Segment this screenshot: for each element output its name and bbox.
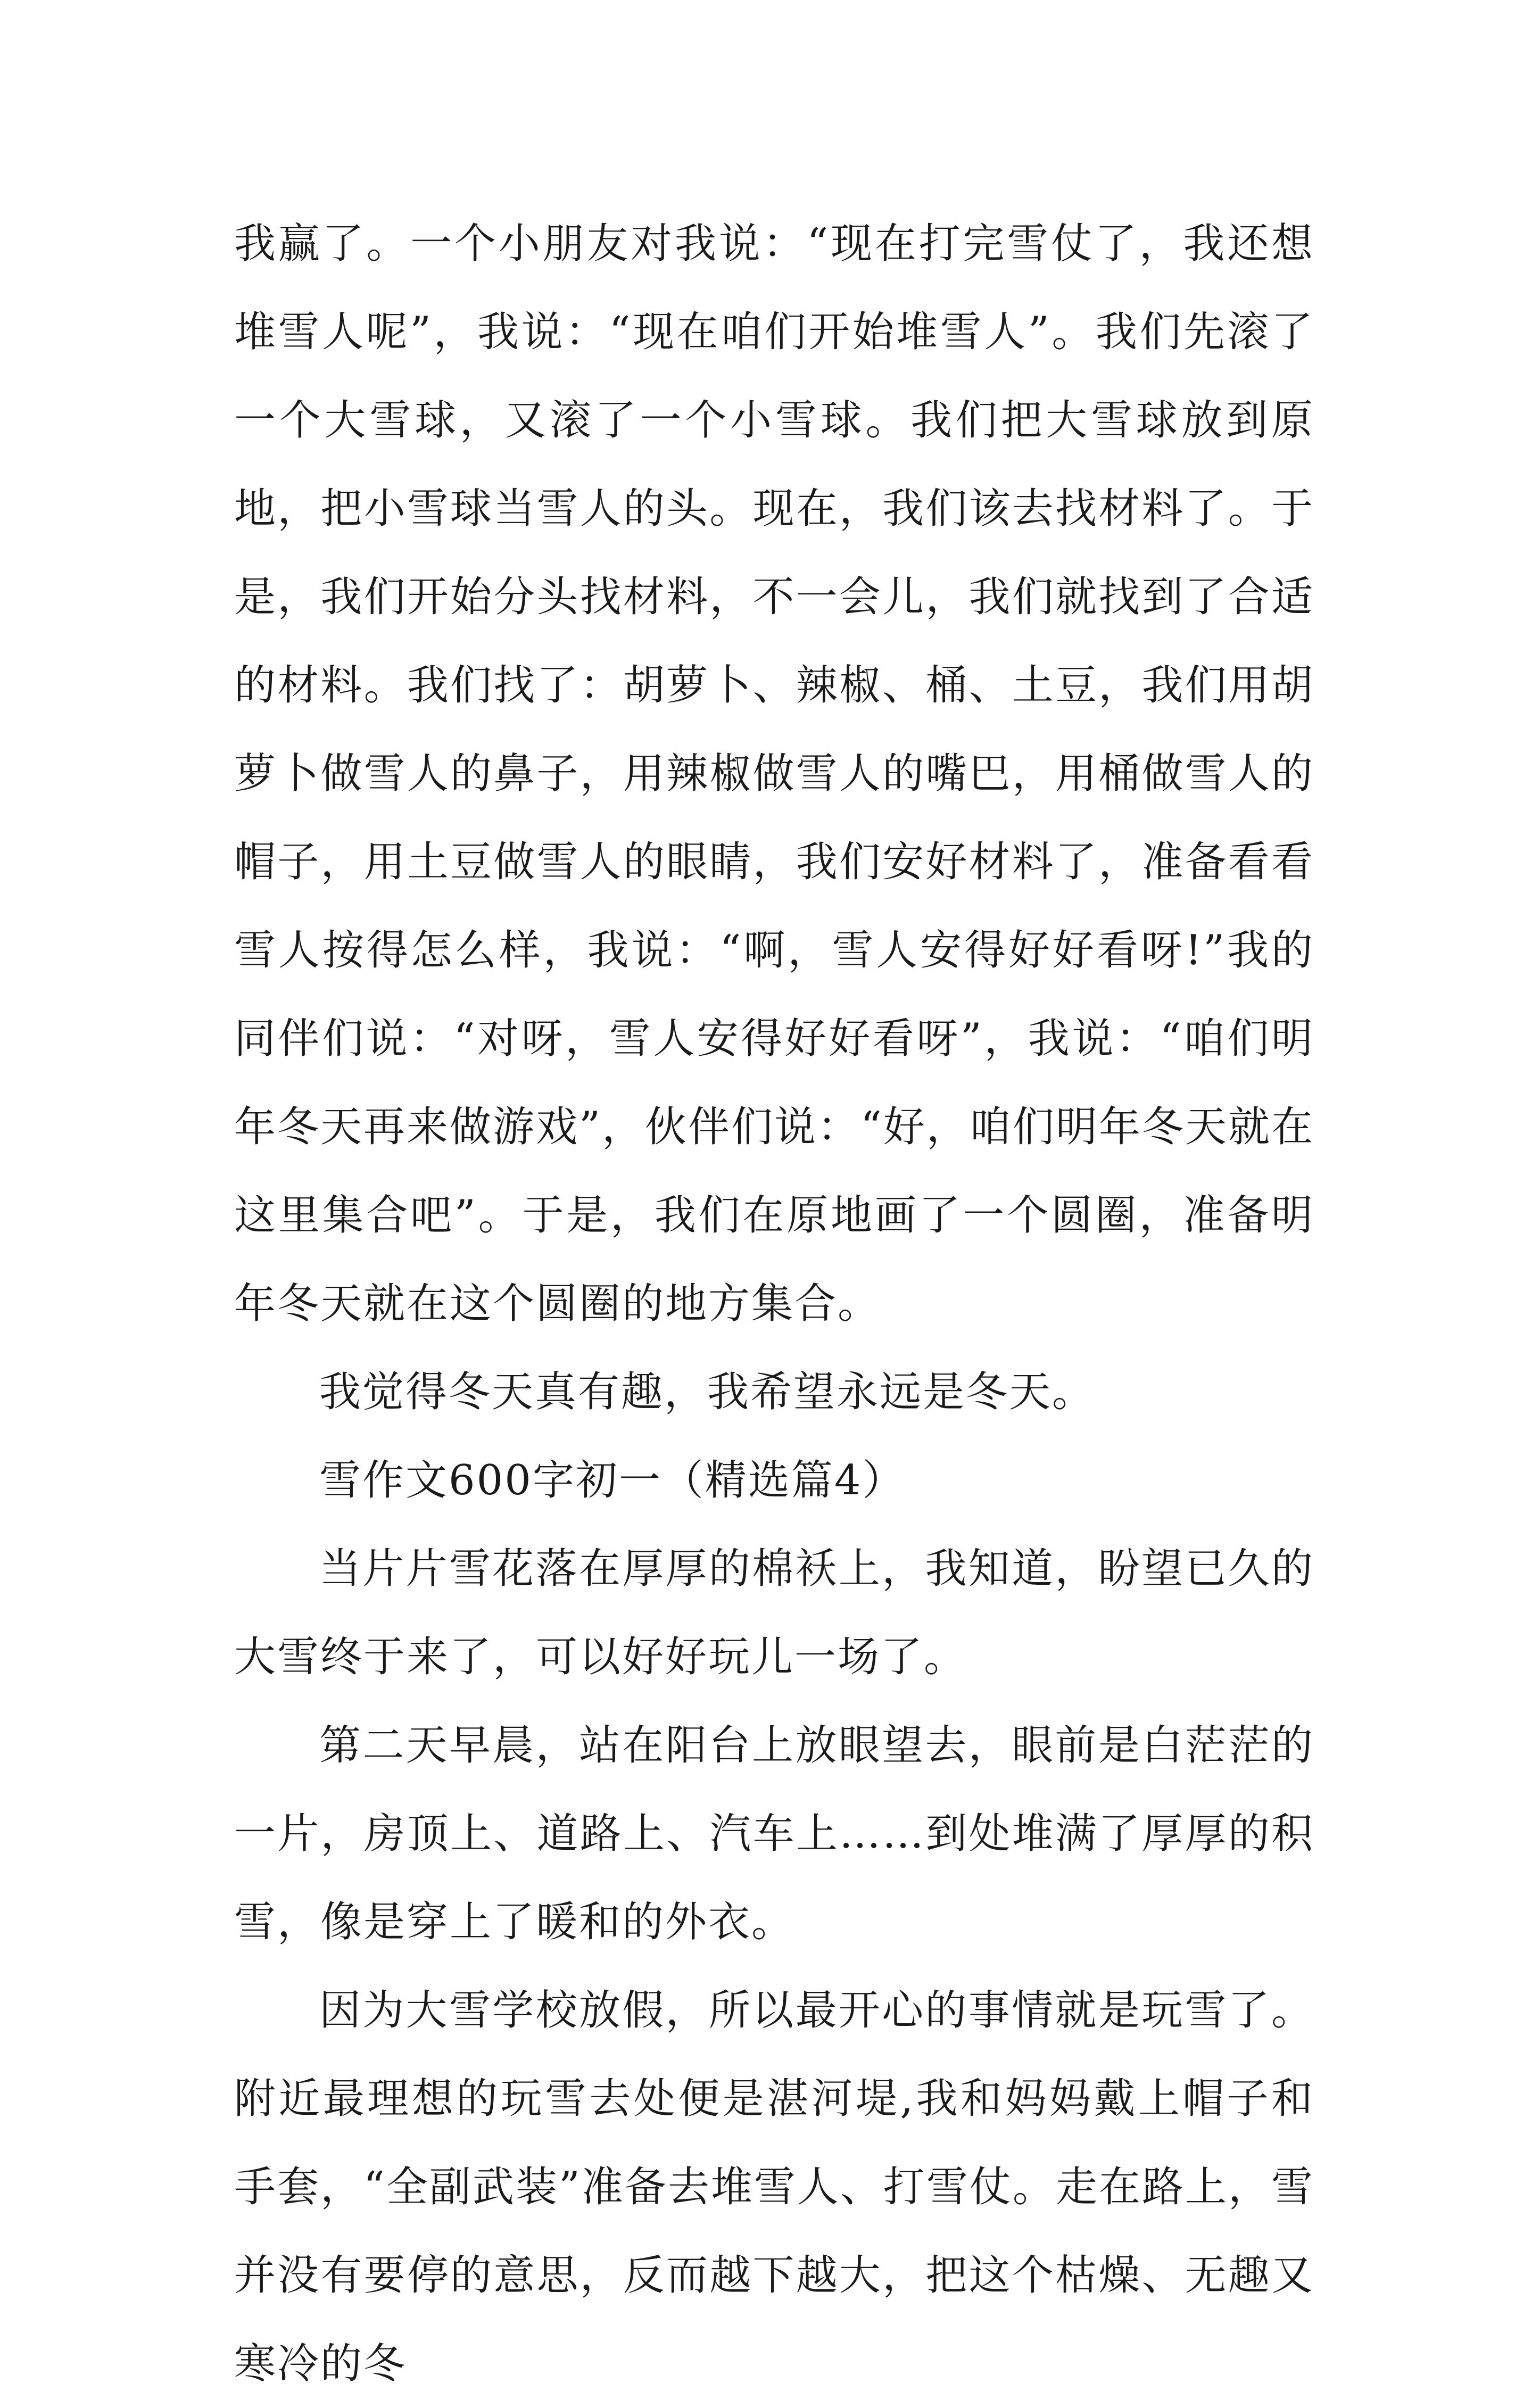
paragraph-5: 因为大雪学校放假，所以最开心的事情就是玩雪了。附近最理想的玩雪去处便是湛河堤,我和妈妈戴上帽子和手套，“全副武装”准备去堆雪人、打雪仗。走在路上，雪并没有要停的意思，反而越下越大，把这个枯燥、无趣又寒冷的冬 [234,1987,1314,2388]
paragraph-4: 第二天早晨，站在阳台上放眼望去，眼前是白茫茫的一片，房顶上、道路上、汽车上……到处堆满了厚厚的积雪，像是穿上了暖和的外衣。 [234,1722,1314,1946]
paragraph-2: 我觉得冬天真有趣，我希望永远是冬天。 [319,1368,1096,1416]
paragraph-1: 我赢了。一个小朋友对我说：“现在打完雪仗了，我还想堆雪人呢”，我说：“现在咱们开始堆雪人”。我们先滚了一个大雪球，又滚了一个小雪球。我们把大雪球放到原地，把小雪球当雪人的头。现在，我们该去找材料了。于是，我们开始分头找材料，不一会儿，我们就找到了合适的材料。我们找了：胡萝卜、辣椒、桶、土豆，我们用胡萝卜做雪人的鼻子，用辣椒做雪人的嘴巴，用桶做雪人的帽子，用土豆做雪人的眼睛，我们安好材料了，准备看看雪人按得怎么样，我说：“啊，雪人安得好好看呀!”我的同伴们说：“对呀，雪人安得好好看呀”，我说：“咱们明年冬天再来做游戏”，伙伴们说：“好，咱们明年冬天就在这里集合吧”。于是，我们在原地画了一个圆圈，准备明年冬天就在这个圆圈的地方集合。 [234,220,1314,1328]
document-body [234,200,1314,2408]
paragraph-3: 当片片雪花落在厚厚的棉袄上，我知道，盼望已久的大雪终于来了，可以好好玩儿一场了。 [234,1545,1314,1681]
section-heading: 雪作文600字初一（精选篇4） [319,1457,906,1504]
